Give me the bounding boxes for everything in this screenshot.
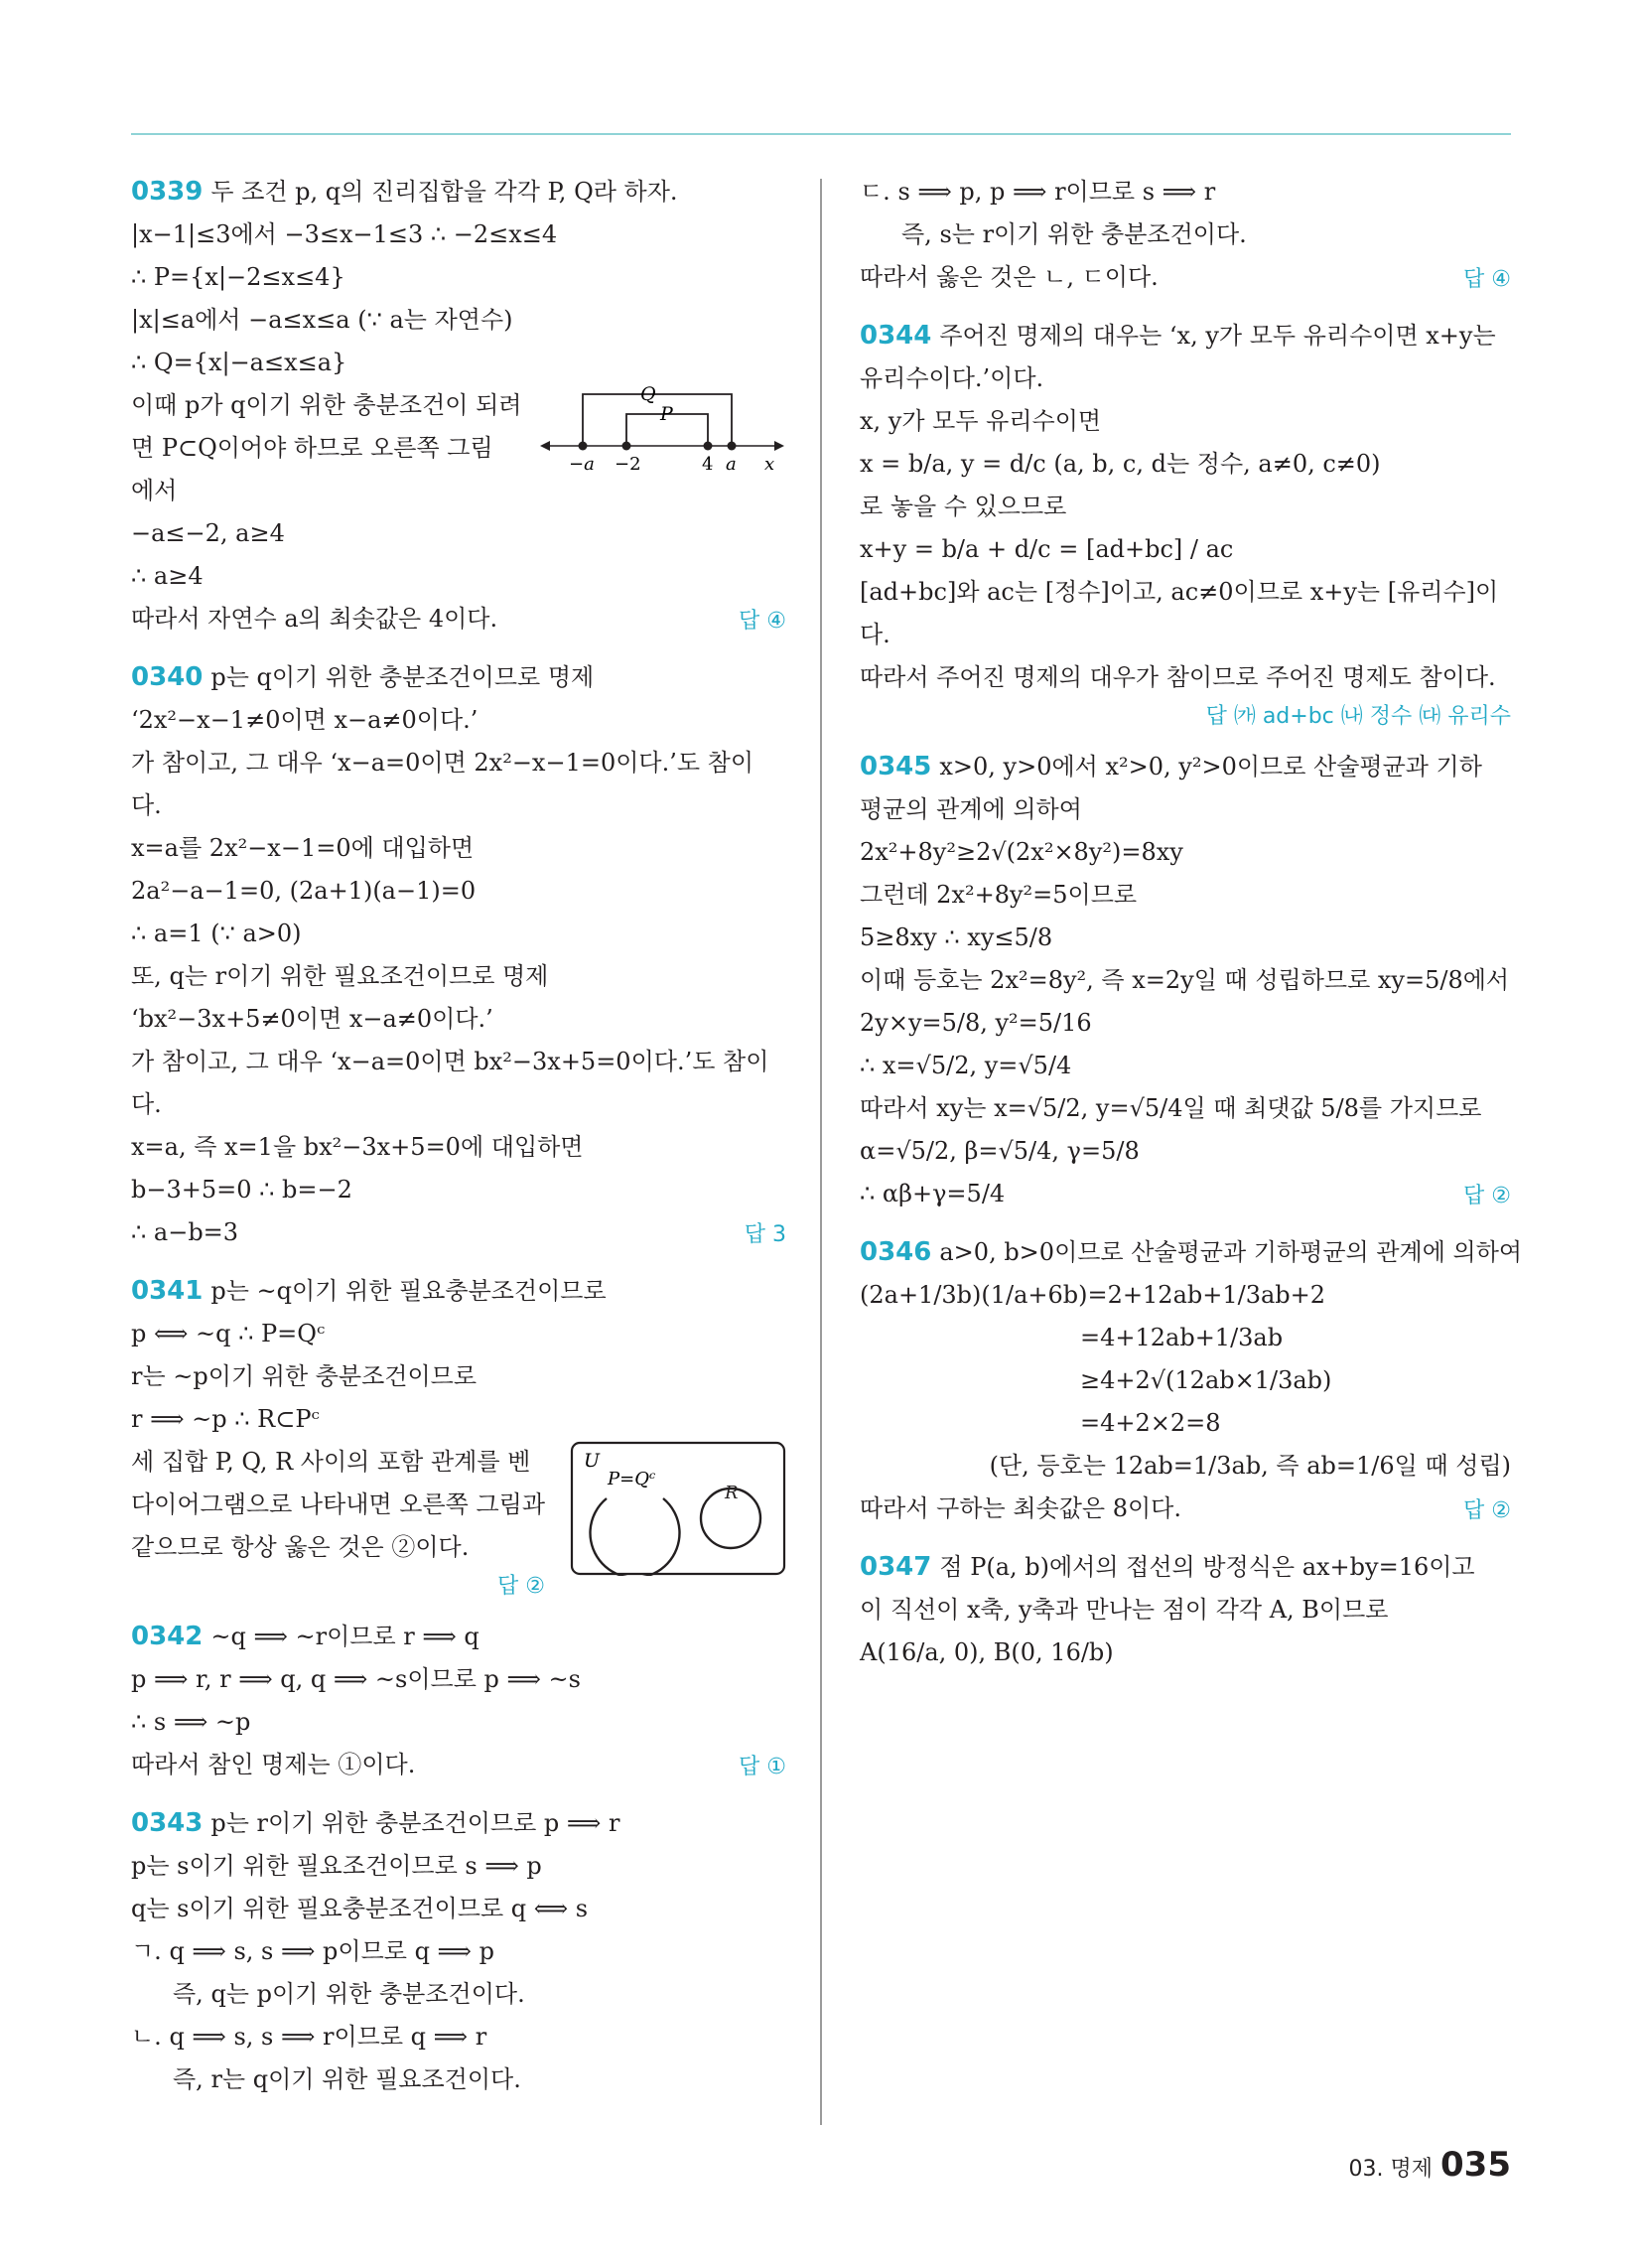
solution-line: 이때 등호는 2x²=8y², 즉 x=2y일 때 성립하므로 xy=5/8에서 bbox=[860, 966, 1510, 994]
solution-line: ㄱ. q ⟹ s, s ⟹ p이므로 q ⟹ p bbox=[131, 1937, 494, 1965]
solution-line: (2a+1/3b)(1/a+6b)=2+12ab+1/3ab+2 bbox=[860, 1281, 1326, 1309]
solution-line: |x−1|≤3에서 −3≤x−1≤3 ∴ −2≤x≤4 bbox=[131, 220, 558, 248]
page-number: 035 bbox=[1440, 2145, 1511, 2185]
answer-label: 답 ㈎ ad+bc ㈏ 정수 ㈐ 유리수 bbox=[1205, 704, 1511, 729]
solution-line: A(16/a, 0), B(0, 16/b) bbox=[860, 1638, 1114, 1666]
set-label-p-qc: P=Qᶜ bbox=[608, 1469, 656, 1489]
solution-line: b−3+5=0 ∴ b=−2 bbox=[131, 1176, 352, 1204]
problem-number: 0340 bbox=[131, 662, 204, 692]
solution-line: ~q ⟹ ~r이므로 r ⟹ q bbox=[210, 1623, 479, 1650]
solution-line: 다. bbox=[131, 791, 162, 819]
solution-line: α=√5/2, β=√5/4, γ=5/8 bbox=[860, 1137, 1140, 1165]
solution-line: =4+2×2=8 bbox=[1080, 1409, 1221, 1437]
solution-line: ∴ x=√5/2, y=√5/4 bbox=[860, 1052, 1072, 1079]
answer-label: 답 ② bbox=[497, 1574, 546, 1599]
problem-number: 0342 bbox=[131, 1622, 204, 1651]
problem-0339 bbox=[131, 171, 786, 640]
solution-line: 주어진 명제의 대우는 ‘x, y가 모두 유리수이면 x+y는 bbox=[939, 322, 1496, 350]
solution-line: p는 s이기 위한 필요조건이므로 s ⟹ p bbox=[131, 1852, 542, 1880]
problem-0342 bbox=[131, 1616, 786, 1786]
tick-label: x bbox=[764, 454, 775, 475]
problem-0344 bbox=[860, 315, 1511, 730]
answer-label: 답 ④ bbox=[1463, 267, 1511, 292]
problem-number: 0345 bbox=[860, 752, 932, 781]
answer-label: 답 ④ bbox=[739, 609, 786, 634]
solution-line: ≥4+2√(12ab×1/3ab) bbox=[1080, 1366, 1332, 1394]
problem-number: 0341 bbox=[131, 1276, 204, 1306]
solution-line: 다이어그램으로 나타내면 오른쪽 그림과 bbox=[131, 1490, 546, 1518]
chapter-label: 03. 명제 bbox=[1348, 2157, 1434, 2182]
solution-line: p는 ~q이기 위한 필요충분조건이므로 bbox=[210, 1277, 607, 1305]
solution-line: 가 참이고, 그 대우 ‘x−a=0이면 2x²−x−1=0이다.’도 참이 bbox=[131, 749, 754, 777]
solution-line: 2x²+8y²≥2√(2x²×8y²)=8xy bbox=[860, 838, 1183, 866]
answer-label: 답 3 bbox=[744, 1222, 786, 1247]
problem-number: 0346 bbox=[860, 1237, 932, 1267]
solution-line: ‘bx²−3x+5≠0이면 x−a≠0이다.’ bbox=[131, 1005, 493, 1033]
problem-0343-continued bbox=[860, 171, 1511, 299]
solution-line: a>0, b>0이므로 산술평균과 기하평균의 관계에 의하여 bbox=[939, 1238, 1523, 1266]
universe-label: U bbox=[584, 1450, 601, 1472]
problem-0346 bbox=[860, 1231, 1523, 1530]
solution-line: x>0, y>0에서 x²>0, y²>0이므로 산술평균과 기하 bbox=[939, 753, 1482, 780]
solution-line: =4+12ab+1/3ab bbox=[1080, 1324, 1284, 1351]
tick-label: −2 bbox=[615, 454, 641, 475]
solution-line: ∴ Q={x|−a≤x≤a} bbox=[131, 349, 347, 376]
solution-line: 같으므로 항상 옳은 것은 ②이다. bbox=[131, 1533, 470, 1561]
solution-line: ∴ a=1 (∵ a>0) bbox=[131, 920, 302, 947]
solution-line: 그런데 2x²+8y²=5이므로 bbox=[860, 881, 1138, 909]
solution-line: q는 s이기 위한 필요충분조건이므로 q ⟺ s bbox=[131, 1895, 589, 1922]
solution-line: 따라서 구하는 최솟값은 8이다. bbox=[860, 1494, 1181, 1522]
solution-line: 따라서 옳은 것은 ㄴ, ㄷ이다. bbox=[860, 263, 1159, 291]
solution-line: x=a를 2x²−x−1=0에 대입하면 bbox=[131, 834, 475, 862]
solution-line: p는 r이기 위한 충분조건이므로 p ⟹ r bbox=[210, 1809, 620, 1837]
problem-number: 0343 bbox=[131, 1808, 204, 1838]
set-label-r: R bbox=[725, 1483, 739, 1503]
solution-line: 점 P(a, b)에서의 접선의 방정식은 ax+by=16이고 bbox=[939, 1553, 1475, 1581]
solution-line: ㄴ. q ⟹ s, s ⟹ r이므로 q ⟹ r bbox=[131, 2023, 487, 2051]
problem-0341 bbox=[131, 1270, 786, 1600]
solution-line: 5≥8xy ∴ xy≤5/8 bbox=[860, 923, 1053, 951]
solution-line: (단, 등호는 12ab=1/3ab, 즉 ab=1/6일 때 성립) bbox=[989, 1452, 1511, 1480]
problem-number: 0347 bbox=[860, 1552, 932, 1582]
solution-line: −a≤−2, a≥4 bbox=[131, 519, 285, 547]
solution-line: 따라서 xy는 x=√5/2, y=√5/4일 때 최댓값 5/8를 가지므로 bbox=[860, 1094, 1482, 1122]
solution-line: ∴ a−b=3 bbox=[131, 1218, 239, 1246]
set-label-p: P bbox=[660, 403, 673, 425]
problem-number: 0339 bbox=[131, 177, 204, 207]
solution-line: 가 참이고, 그 대우 ‘x−a=0이면 bx²−3x+5=0이다.’도 참이 bbox=[131, 1048, 769, 1075]
solution-line: 즉, s는 r이기 위한 충분조건이다. bbox=[901, 220, 1247, 248]
solution-line: x+y = b/a + d/c = [ad+bc] / ac bbox=[860, 535, 1234, 563]
number-line-figure bbox=[538, 384, 786, 480]
solution-line: ∴ s ⟹ ~p bbox=[131, 1708, 251, 1736]
solution-line: 또, q는 r이기 위한 필요조건이므로 명제 bbox=[131, 962, 549, 990]
set-label-q: Q bbox=[640, 384, 656, 405]
problem-0345 bbox=[860, 746, 1511, 1215]
solution-line: 로 놓을 수 있으므로 bbox=[860, 493, 1067, 520]
solution-line: 두 조건 p, q의 진리집합을 각각 P, Q라 하자. bbox=[210, 178, 678, 206]
solution-line: ∴ a≥4 bbox=[131, 562, 204, 590]
solution-line: 이때 p가 q이기 위한 충분조건이 되려 bbox=[131, 391, 522, 419]
answer-label: 답 ② bbox=[1463, 1498, 1511, 1523]
solution-line: 다. bbox=[860, 621, 890, 648]
solution-line: r는 ~p이기 위한 충분조건이므로 bbox=[131, 1362, 478, 1390]
solution-line: p ⟹ r, r ⟹ q, q ⟹ ~s이므로 p ⟹ ~s bbox=[131, 1665, 581, 1693]
solution-line: 다. bbox=[131, 1090, 162, 1118]
solution-line: ‘2x²−x−1≠0이면 x−a≠0이다.’ bbox=[131, 706, 479, 734]
problem-number: 0344 bbox=[860, 321, 932, 351]
solution-line: x, y가 모두 유리수이면 bbox=[860, 407, 1102, 435]
solution-line: x = b/a, y = d/c (a, b, c, d는 정수, a≠0, c≠0) bbox=[860, 450, 1381, 478]
solution-line: 유리수이다.’이다. bbox=[860, 364, 1044, 392]
solution-line: 이 직선이 x축, y축과 만나는 점이 각각 A, B이므로 bbox=[860, 1596, 1389, 1624]
solution-line: 2y×y=5/8, y²=5/16 bbox=[860, 1009, 1092, 1037]
solution-line: ∴ αβ+γ=5/4 bbox=[860, 1180, 1006, 1207]
solution-line: r ⟹ ~p ∴ R⊂Pᶜ bbox=[131, 1405, 320, 1433]
solution-line: 2a²−a−1=0, (2a+1)(a−1)=0 bbox=[131, 877, 477, 905]
solution-line: p ⟺ ~q ∴ P=Qᶜ bbox=[131, 1320, 326, 1347]
tick-label: −a bbox=[569, 454, 595, 475]
tick-label: a bbox=[726, 454, 737, 475]
solution-line: 따라서 자연수 a의 최솟값은 4이다. bbox=[131, 605, 498, 633]
tick-label: 4 bbox=[702, 454, 714, 475]
problem-0343 bbox=[131, 1802, 786, 2101]
solution-line: p는 q이기 위한 충분조건이므로 명제 bbox=[210, 663, 595, 691]
solution-line: ㄷ. s ⟹ p, p ⟹ r이므로 s ⟹ r bbox=[860, 178, 1216, 206]
column-divider bbox=[820, 179, 822, 2125]
solution-line: 세 집합 P, Q, R 사이의 포함 관계를 벤 bbox=[131, 1448, 531, 1476]
answer-label: 답 ② bbox=[1463, 1184, 1511, 1208]
problem-0347 bbox=[860, 1546, 1511, 1674]
left-column bbox=[131, 171, 786, 2117]
solution-line: 즉, r는 q이기 위한 필요조건이다. bbox=[173, 2065, 521, 2093]
solution-line: 평균의 관계에 의하여 bbox=[860, 795, 1082, 823]
right-column bbox=[860, 171, 1523, 1690]
solution-line: 따라서 참인 명제는 ①이다. bbox=[131, 1751, 416, 1778]
problem-0340 bbox=[131, 656, 786, 1254]
solution-line: 즉, q는 p이기 위한 충분조건이다. bbox=[173, 1980, 525, 2008]
venn-diagram-figure bbox=[570, 1441, 786, 1576]
solution-line: ∴ P={x|−2≤x≤4} bbox=[131, 263, 345, 291]
solution-line: 따라서 주어진 명제의 대우가 참이므로 주어진 명제도 참이다. bbox=[860, 663, 1496, 691]
solution-line: [ad+bc]와 ac는 [정수]이고, ac≠0이므로 x+y는 [유리수]이 bbox=[860, 578, 1499, 606]
solution-line: x=a, 즉 x=1을 bx²−3x+5=0에 대입하면 bbox=[131, 1133, 584, 1161]
solution-line: 에서 bbox=[131, 477, 178, 504]
header-rule bbox=[131, 133, 1511, 135]
answer-label: 답 ① bbox=[739, 1755, 786, 1779]
solution-line: |x|≤a에서 −a≤x≤a (∵ a는 자연수) bbox=[131, 306, 513, 334]
solution-line: 면 P⊂Q이어야 하므로 오른쪽 그림 bbox=[131, 434, 493, 462]
page-footer bbox=[1349, 2145, 1511, 2185]
